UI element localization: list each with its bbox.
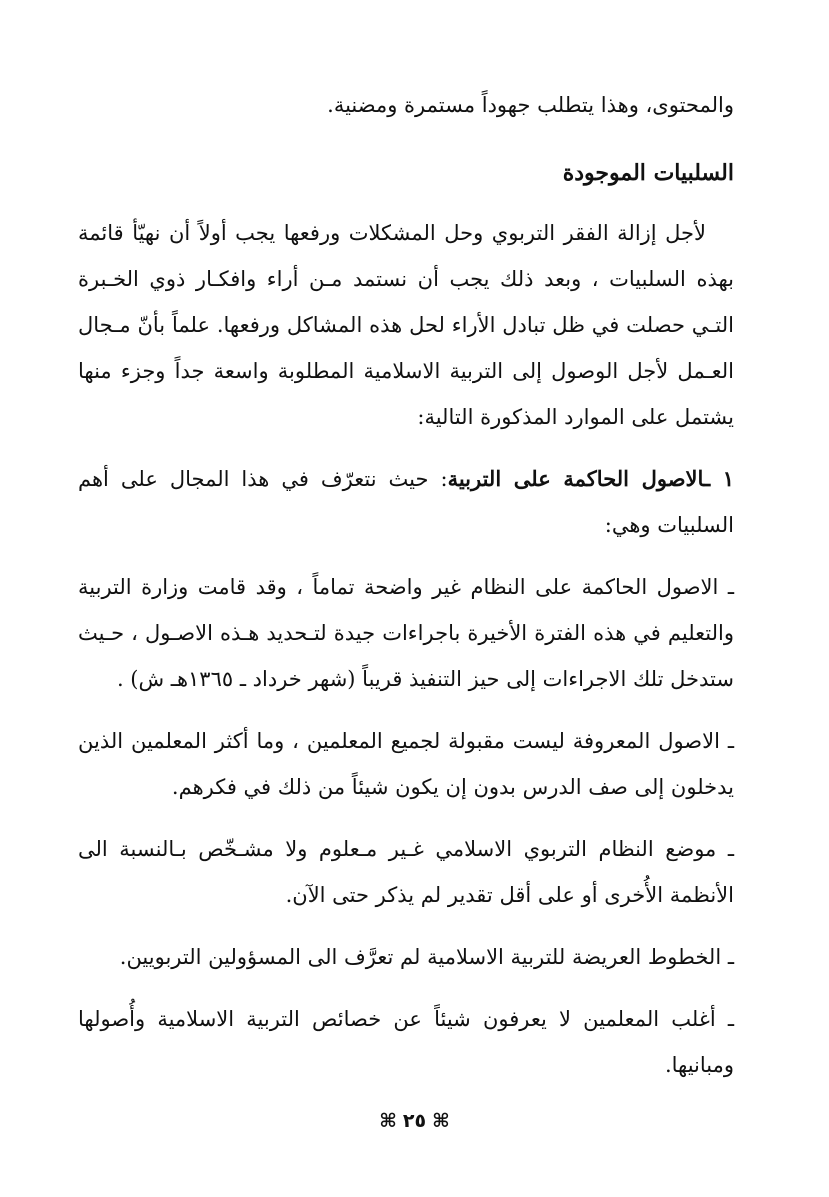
section-heading: السلبيات الموجودة <box>562 160 734 186</box>
point-1 <box>78 456 734 548</box>
ornament-icon: ⌘ <box>379 1110 397 1132</box>
paragraph-1: لأجل إزالة الفقر التربوي وحل المشكلات ورفعها يجب أولاً أن نهيّأ قائمة بهذه السلبيات ، وبعد ذلك يجب أن نستمد مـن أراء وافكـار ذوي الخـبرة التـي حصلت في ظل تبادل الأراء لحل هذه المشاكل ورفعها. علماً بأنّ مـجال العـمل لأجل الوصول إلى التربية الاسلامية المطلوبة واسعة جداً وجزء منها يشتمل على الموارد المذكورة التالية: <box>78 221 734 429</box>
intro-line: والمحتوى، وهذا يتطلب جهوداً مستمرة ومضنية. <box>327 93 734 117</box>
ornament-icon: ⌘ <box>432 1110 450 1132</box>
point-1-text: : حيث نتعرّف في هذا المجال على أهم السلبيات وهي: <box>78 467 734 537</box>
point-1-number: ١ ـ <box>703 466 734 491</box>
page-footer <box>0 1110 829 1132</box>
list-item: ـ أغلب المعلمين لا يعرفون شيئاً عن خصائص التربية الاسلامية وأُصولها ومبانيها. <box>78 1007 734 1077</box>
list-item: ـ الاصول المعروفة ليست مقبولة لجميع المعلمين ، وما أكثر المعلمين الذين يدخلون إلى صف الدرس بدون إن يكون شيئاً من ذلك في فكرهم. <box>78 729 734 799</box>
page-number: ٢٥ <box>402 1110 427 1132</box>
list-item: ـ موضع النظام التربوي الاسلامي غـير مـعلوم ولا مشـخّص بـالنسبة الى الأنظمة الأُخرى أو على أقل تقدير لم يذكر حتى الآن. <box>78 837 734 907</box>
point-1-title: الاصول الحاكمة على التربية <box>447 466 704 491</box>
list-item: ـ الخطوط العريضة للتربية الاسلامية لم تعرَّف الى المسؤولين التربويين. <box>119 945 734 969</box>
page-body <box>78 82 734 1088</box>
list-item: ـ الاصول الحاكمة على النظام غير واضحة تماماً ، وقد قامت وزارة التربية والتعليم في هذه الفترة الأخيرة باجراءات جيدة لتـحديد هـذه الاصـول ، حـيث ستدخل تلك الاجراءات إلى حيز التنفيذ قريباً (شهر خرداد ـ ١٣٦٥هـ ش) . <box>78 575 734 691</box>
